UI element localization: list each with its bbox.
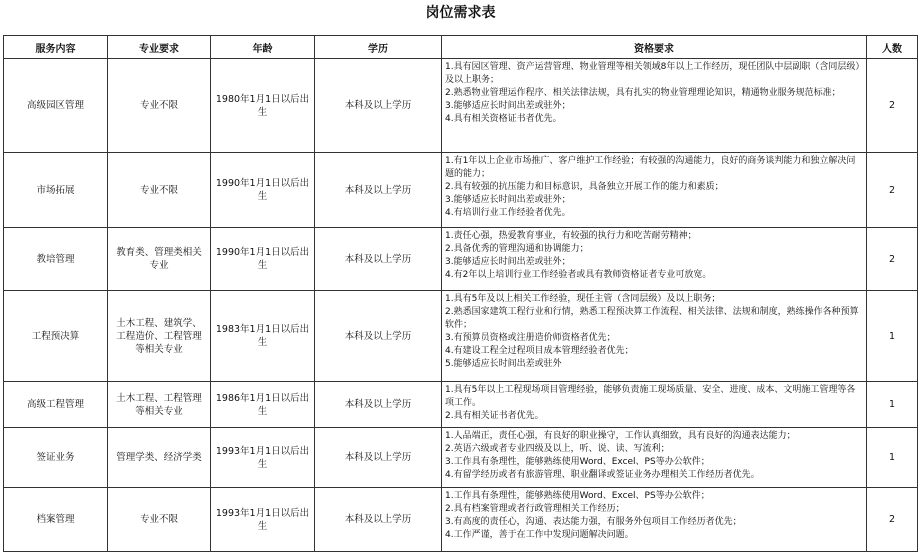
qualification-item: 1.工作具有条理性，能够熟练使用Word、Excel、PS等办公软件； (445, 491, 710, 501)
cell-qualification (442, 153, 867, 228)
cell-count: 1 (867, 428, 918, 488)
cell-count: 2 (867, 228, 918, 291)
cell-service: 签证业务 (4, 428, 108, 488)
cell-qualification (442, 291, 867, 382)
qualification-item: 4.有建设工程全过程项目成本管理经验者优先； (445, 346, 634, 356)
cell-education: 本科及以上学历 (315, 488, 442, 552)
qualification-item: 3.有高度的责任心，沟通、表达能力强，有服务外包项目工作经历者优先； (445, 517, 742, 527)
cell-major: 土木工程、建筑学、工程造价、工程管理等相关专业 (108, 291, 211, 382)
cell-major: 教育类、管理类相关专业 (108, 228, 211, 291)
cell-education: 本科及以上学历 (315, 428, 442, 488)
qualification-item: 4.具有相关资格证书者优先。 (445, 114, 562, 124)
cell-qualification (442, 382, 867, 428)
job-requirements-table (3, 35, 918, 552)
table-row (4, 291, 918, 382)
cell-service: 市场拓展 (4, 153, 108, 228)
cell-age: 1990年1月1日以后出生 (211, 228, 315, 291)
cell-age: 1993年1月1日以后出生 (211, 428, 315, 488)
cell-count: 2 (867, 153, 918, 228)
qualification-item: 1.责任心强，热爱教育事业，有较强的执行力和吃苦耐劳精神； (445, 231, 697, 241)
cell-count: 2 (867, 59, 918, 153)
cell-major: 专业不限 (108, 153, 211, 228)
cell-count: 1 (867, 382, 918, 428)
qualification-item: 1.具有5年及以上相关工作经验，现任主管（含同层级）及以上职务； (445, 294, 721, 304)
qualification-item: 3.能够适应长时间出差或驻外； (445, 195, 571, 205)
header-qualification: 资格要求 (442, 36, 867, 59)
page-title: 岗位需求表 (425, 5, 496, 21)
table-header-row (4, 36, 918, 59)
header-education: 学历 (315, 36, 442, 59)
header-age: 年龄 (211, 36, 315, 59)
qualification-item: 4.有2年以上培训行业工作经验者或具有教师资格证者专业可放宽。 (445, 270, 712, 280)
table-row (4, 428, 918, 488)
qualification-item: 3.工作具有条理性，能够熟练使用Word、Excel、PS等办公软件； (445, 457, 710, 467)
qualification-item: 2.具有相关证书者优先。 (445, 411, 544, 421)
table-row (4, 153, 918, 228)
qualification-item: 2.熟悉国家建筑工程行业和行情，熟悉工程预决算工作流程、相关法律、法规和制度，熟练操作各种预算软件； (445, 307, 859, 330)
cell-age: 1990年1月1日以后出生 (211, 153, 315, 228)
cell-service: 工程预决算 (4, 291, 108, 382)
cell-education: 本科及以上学历 (315, 228, 442, 291)
cell-count: 2 (867, 488, 918, 552)
cell-education: 本科及以上学历 (315, 153, 442, 228)
cell-qualification (442, 59, 867, 153)
header-major: 专业要求 (108, 36, 211, 59)
cell-age: 1983年1月1日以后出生 (211, 291, 315, 382)
qualification-item: 3.有预算员资格或注册造价师资格者优先； (445, 333, 616, 343)
qualification-item: 4.有留学经历或者有旅游管理、职业翻译或签证业务办理相关工作经历者优先。 (445, 470, 760, 480)
qualification-item: 1.人品端正，责任心强，有良好的职业操守，工作认真细致，具有良好的沟通表达能力； (445, 431, 796, 441)
header-service: 服务内容 (4, 36, 108, 59)
cell-qualification (442, 488, 867, 552)
qualification-item: 1.具有5年以上工程现场项目管理经验，能够负责施工现场质量、安全、进度、成本、文明施工管理等各项工作。 (445, 385, 856, 408)
cell-age: 1986年1月1日以后出生 (211, 382, 315, 428)
cell-major: 土木工程、工程管理等相关专业 (108, 382, 211, 428)
qualification-item: 5.能够适应长时间出差或驻外 (445, 359, 562, 369)
cell-qualification (442, 428, 867, 488)
cell-education: 本科及以上学历 (315, 382, 442, 428)
qualification-item: 4.工作严谨，善于在工作中发现问题解决问题。 (445, 530, 634, 540)
qualification-item: 2.具有较强的抗压能力和目标意识，具备独立开展工作的能力和素质； (445, 182, 724, 192)
qualification-item: 1.具有园区管理、资产运营管理、物业管理等相关领域8年以上工作经历，现任团队中层副职（含同层级）及以上职务； (445, 62, 860, 85)
cell-age: 1980年1月1日以后出生 (211, 59, 315, 153)
cell-count: 1 (867, 291, 918, 382)
qualification-item: 2.具有档案管理或者行政管理相关工作经历； (445, 504, 625, 514)
qualification-item: 3.能够适应长时间出差或驻外； (445, 101, 571, 111)
qualification-item: 2.熟悉物业管理运作程序、相关法律法规，具有扎实的物业管理理论知识，精通物业服务规范标准； (445, 88, 841, 98)
cell-major: 专业不限 (108, 59, 211, 153)
cell-age: 1993年1月1日以后出生 (211, 488, 315, 552)
cell-major: 专业不限 (108, 488, 211, 552)
cell-education: 本科及以上学历 (315, 291, 442, 382)
cell-service: 教培管理 (4, 228, 108, 291)
table-row (4, 228, 918, 291)
table-row (4, 59, 918, 153)
cell-service: 高级园区管理 (4, 59, 108, 153)
cell-service: 高级工程管理 (4, 382, 108, 428)
cell-major: 管理学类、经济学类 (108, 428, 211, 488)
qualification-item: 2.英语六级或者专业四级及以上，听、说、读、写流利； (445, 444, 670, 454)
qualification-item: 1.有1年以上企业市场推广、客户维护工作经验；有较强的沟通能力，良好的商务谈判能力和独立解决问题的能力； (445, 156, 856, 179)
header-count: 人数 (867, 36, 918, 59)
table-row (4, 382, 918, 428)
qualification-item: 2.具备优秀的管理沟通和协调能力； (445, 244, 589, 254)
qualification-item: 3.能够适应长时间出差或驻外； (445, 257, 571, 267)
table-row (4, 488, 918, 552)
qualification-item: 4.有培训行业工作经验者优先。 (445, 208, 571, 218)
table-body (4, 59, 918, 552)
cell-service: 档案管理 (4, 488, 108, 552)
cell-qualification (442, 228, 867, 291)
cell-education: 本科及以上学历 (315, 59, 442, 153)
